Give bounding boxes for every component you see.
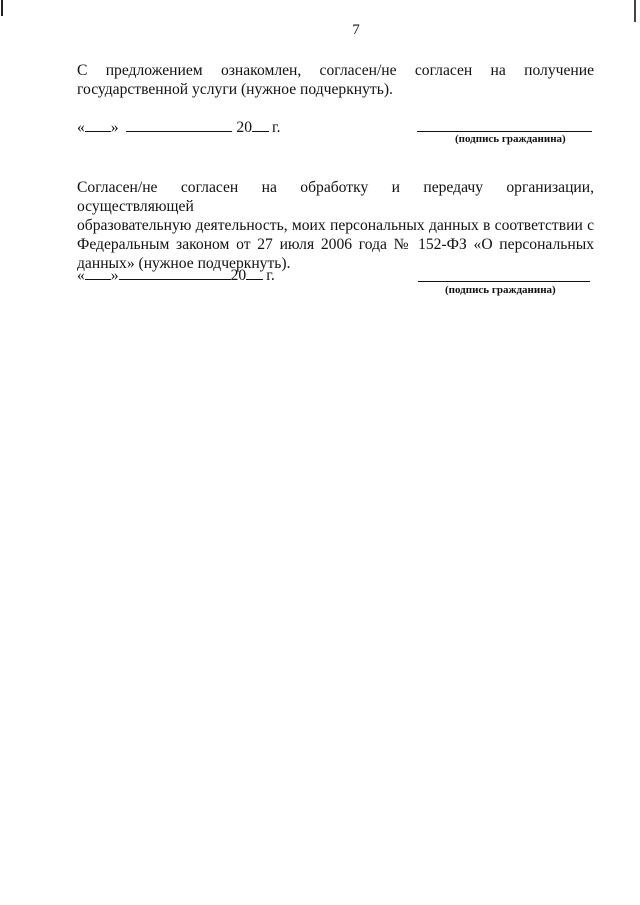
year-prefix: 20 xyxy=(230,267,247,284)
date-field-2 xyxy=(77,265,275,285)
signature-line-2 xyxy=(418,281,590,282)
consent-personal-data-paragraph xyxy=(77,178,594,273)
signature-line-1 xyxy=(417,131,592,132)
consent-data-line-2: образовательную деятельность, моих персональных данных в соответствии с xyxy=(77,217,594,234)
scan-edge-mark-left xyxy=(1,0,3,16)
year-suffix: г. xyxy=(272,119,281,136)
day-blank xyxy=(85,117,111,132)
year-suffix: г. xyxy=(266,267,275,284)
consent-service-paragraph xyxy=(77,61,594,99)
scan-edge-mark-right xyxy=(634,0,636,22)
month-blank xyxy=(119,265,231,280)
signature-caption-1: (подпись гражданина) xyxy=(455,133,566,145)
year-blank xyxy=(252,117,269,132)
date-close-quote: » xyxy=(110,267,119,284)
date-close-quote: » xyxy=(110,119,119,136)
date-open-quote: « xyxy=(77,119,85,136)
consent-data-line-3: Федеральным законом от 27 июля 2006 года № 152-ФЗ «О персональных xyxy=(77,236,594,253)
date-field-1 xyxy=(77,117,281,137)
page-number: 7 xyxy=(352,22,360,38)
month-blank xyxy=(126,117,232,132)
year-prefix: 20 xyxy=(236,119,252,136)
consent-data-line-4: данных» (нужное подчеркнуть). xyxy=(77,255,291,272)
day-blank xyxy=(85,265,111,280)
consent-service-line-1: С предложением ознакомлен, согласен/не согласен на получение xyxy=(77,62,594,79)
year-blank xyxy=(246,265,263,280)
signature-caption-2: (подпись гражданина) xyxy=(445,284,556,296)
consent-service-line-2: государственной услуги (нужное подчеркнуть). xyxy=(77,81,393,98)
date-open-quote: « xyxy=(77,267,85,284)
consent-data-line-1: Согласен/не согласен на обработку и передачу организации, осуществляющей xyxy=(77,179,594,215)
